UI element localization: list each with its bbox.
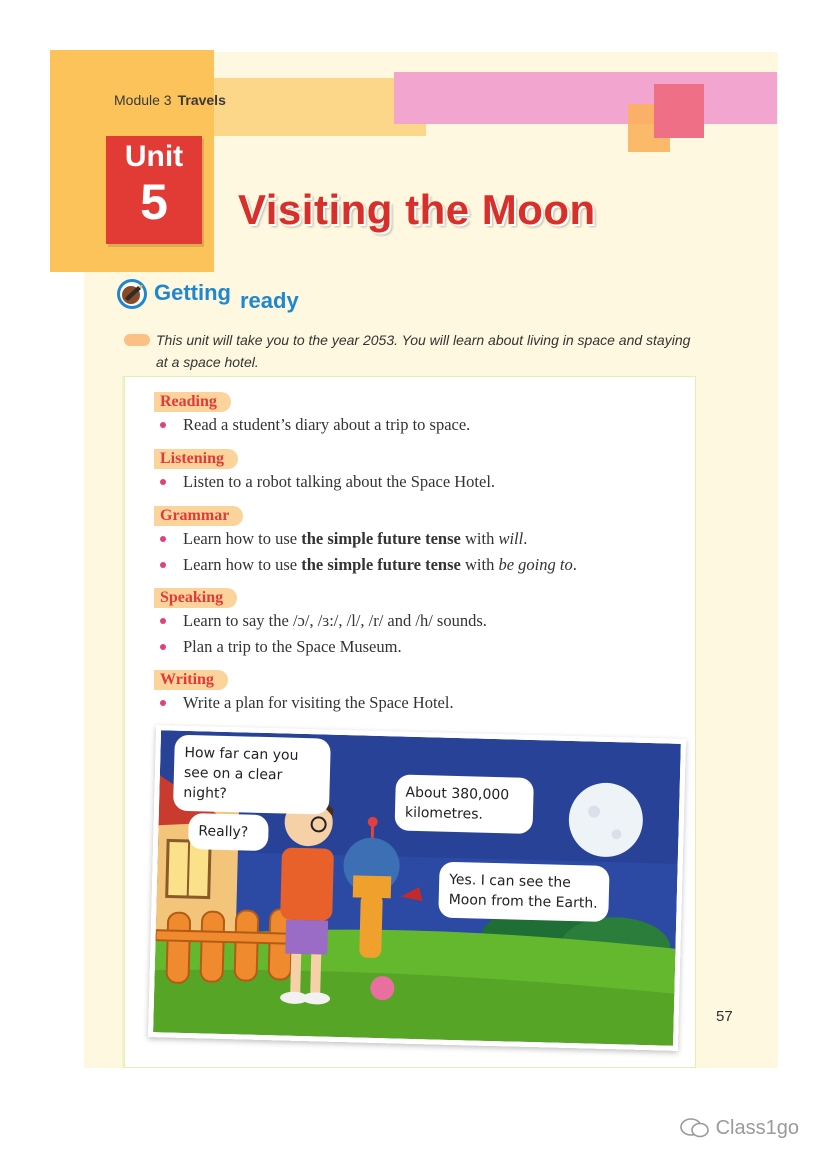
unit-word: Unit xyxy=(124,140,184,173)
bullet-icon xyxy=(160,422,166,428)
section-reading xyxy=(154,392,470,438)
section-label: Speaking xyxy=(154,588,237,608)
bullet-icon xyxy=(160,618,166,624)
section-speaking xyxy=(154,588,487,660)
header-decoration-square-pink xyxy=(654,84,704,138)
module-prefix: Module 3 xyxy=(114,92,172,108)
speech-bubble-answer: About 380,000 kilometres. xyxy=(395,774,534,834)
intro-text: This unit will take you to the year 2053. You will learn about living in space and staying at a space hotel. xyxy=(156,332,691,370)
module-name: Travels xyxy=(177,92,226,108)
wechat-icon xyxy=(680,1118,710,1138)
cartoon-illustration xyxy=(148,725,686,1051)
bullet-icon xyxy=(160,562,166,568)
section-writing xyxy=(154,670,454,716)
unit-title: Visiting the Moon xyxy=(238,186,596,233)
speech-bubble-question: How far can you see on a clear night? xyxy=(173,735,331,815)
list-item: Listen to a robot talking about the Space Hotel. xyxy=(154,469,495,495)
list-item: Learn to say the /ɔ/, /ɜ:/, /l/, /r/ and /h/ sounds. xyxy=(154,608,487,634)
bullet-icon xyxy=(160,700,166,706)
getting-word: Getting xyxy=(154,280,231,305)
module-label xyxy=(114,92,226,108)
page-number: 57 xyxy=(716,1008,733,1025)
speech-bubble-reply: Yes. I can see the Moon from the Earth. xyxy=(438,862,609,922)
list-item: Learn how to use the simple future tense with will. xyxy=(154,526,577,552)
unit-badge xyxy=(106,136,202,244)
globe-pencil-icon xyxy=(116,278,148,310)
bullet-icon xyxy=(160,479,166,485)
section-label: Writing xyxy=(154,670,228,690)
ready-word: ready xyxy=(240,288,299,313)
bullet-icon xyxy=(160,644,166,650)
unit-number: 5 xyxy=(140,174,168,230)
list-item: Learn how to use the simple future tense with be going to. xyxy=(154,552,577,578)
section-label: Reading xyxy=(154,392,231,412)
header-decoration-pink xyxy=(394,72,777,124)
intro-marker xyxy=(124,334,150,346)
list-item: Write a plan for visiting the Space Hotel. xyxy=(154,690,454,716)
section-grammar xyxy=(154,506,577,578)
section-label: Grammar xyxy=(154,506,243,526)
watermark-text: Class1go xyxy=(715,1117,799,1139)
watermark xyxy=(680,1117,799,1140)
speech-bubble-really: Really? xyxy=(188,813,269,851)
section-label: Listening xyxy=(154,449,238,469)
section-listening xyxy=(154,449,495,495)
list-item: Plan a trip to the Space Museum. xyxy=(154,634,487,660)
list-item: Read a student’s diary about a trip to space. xyxy=(154,412,470,438)
bullet-icon xyxy=(160,536,166,542)
